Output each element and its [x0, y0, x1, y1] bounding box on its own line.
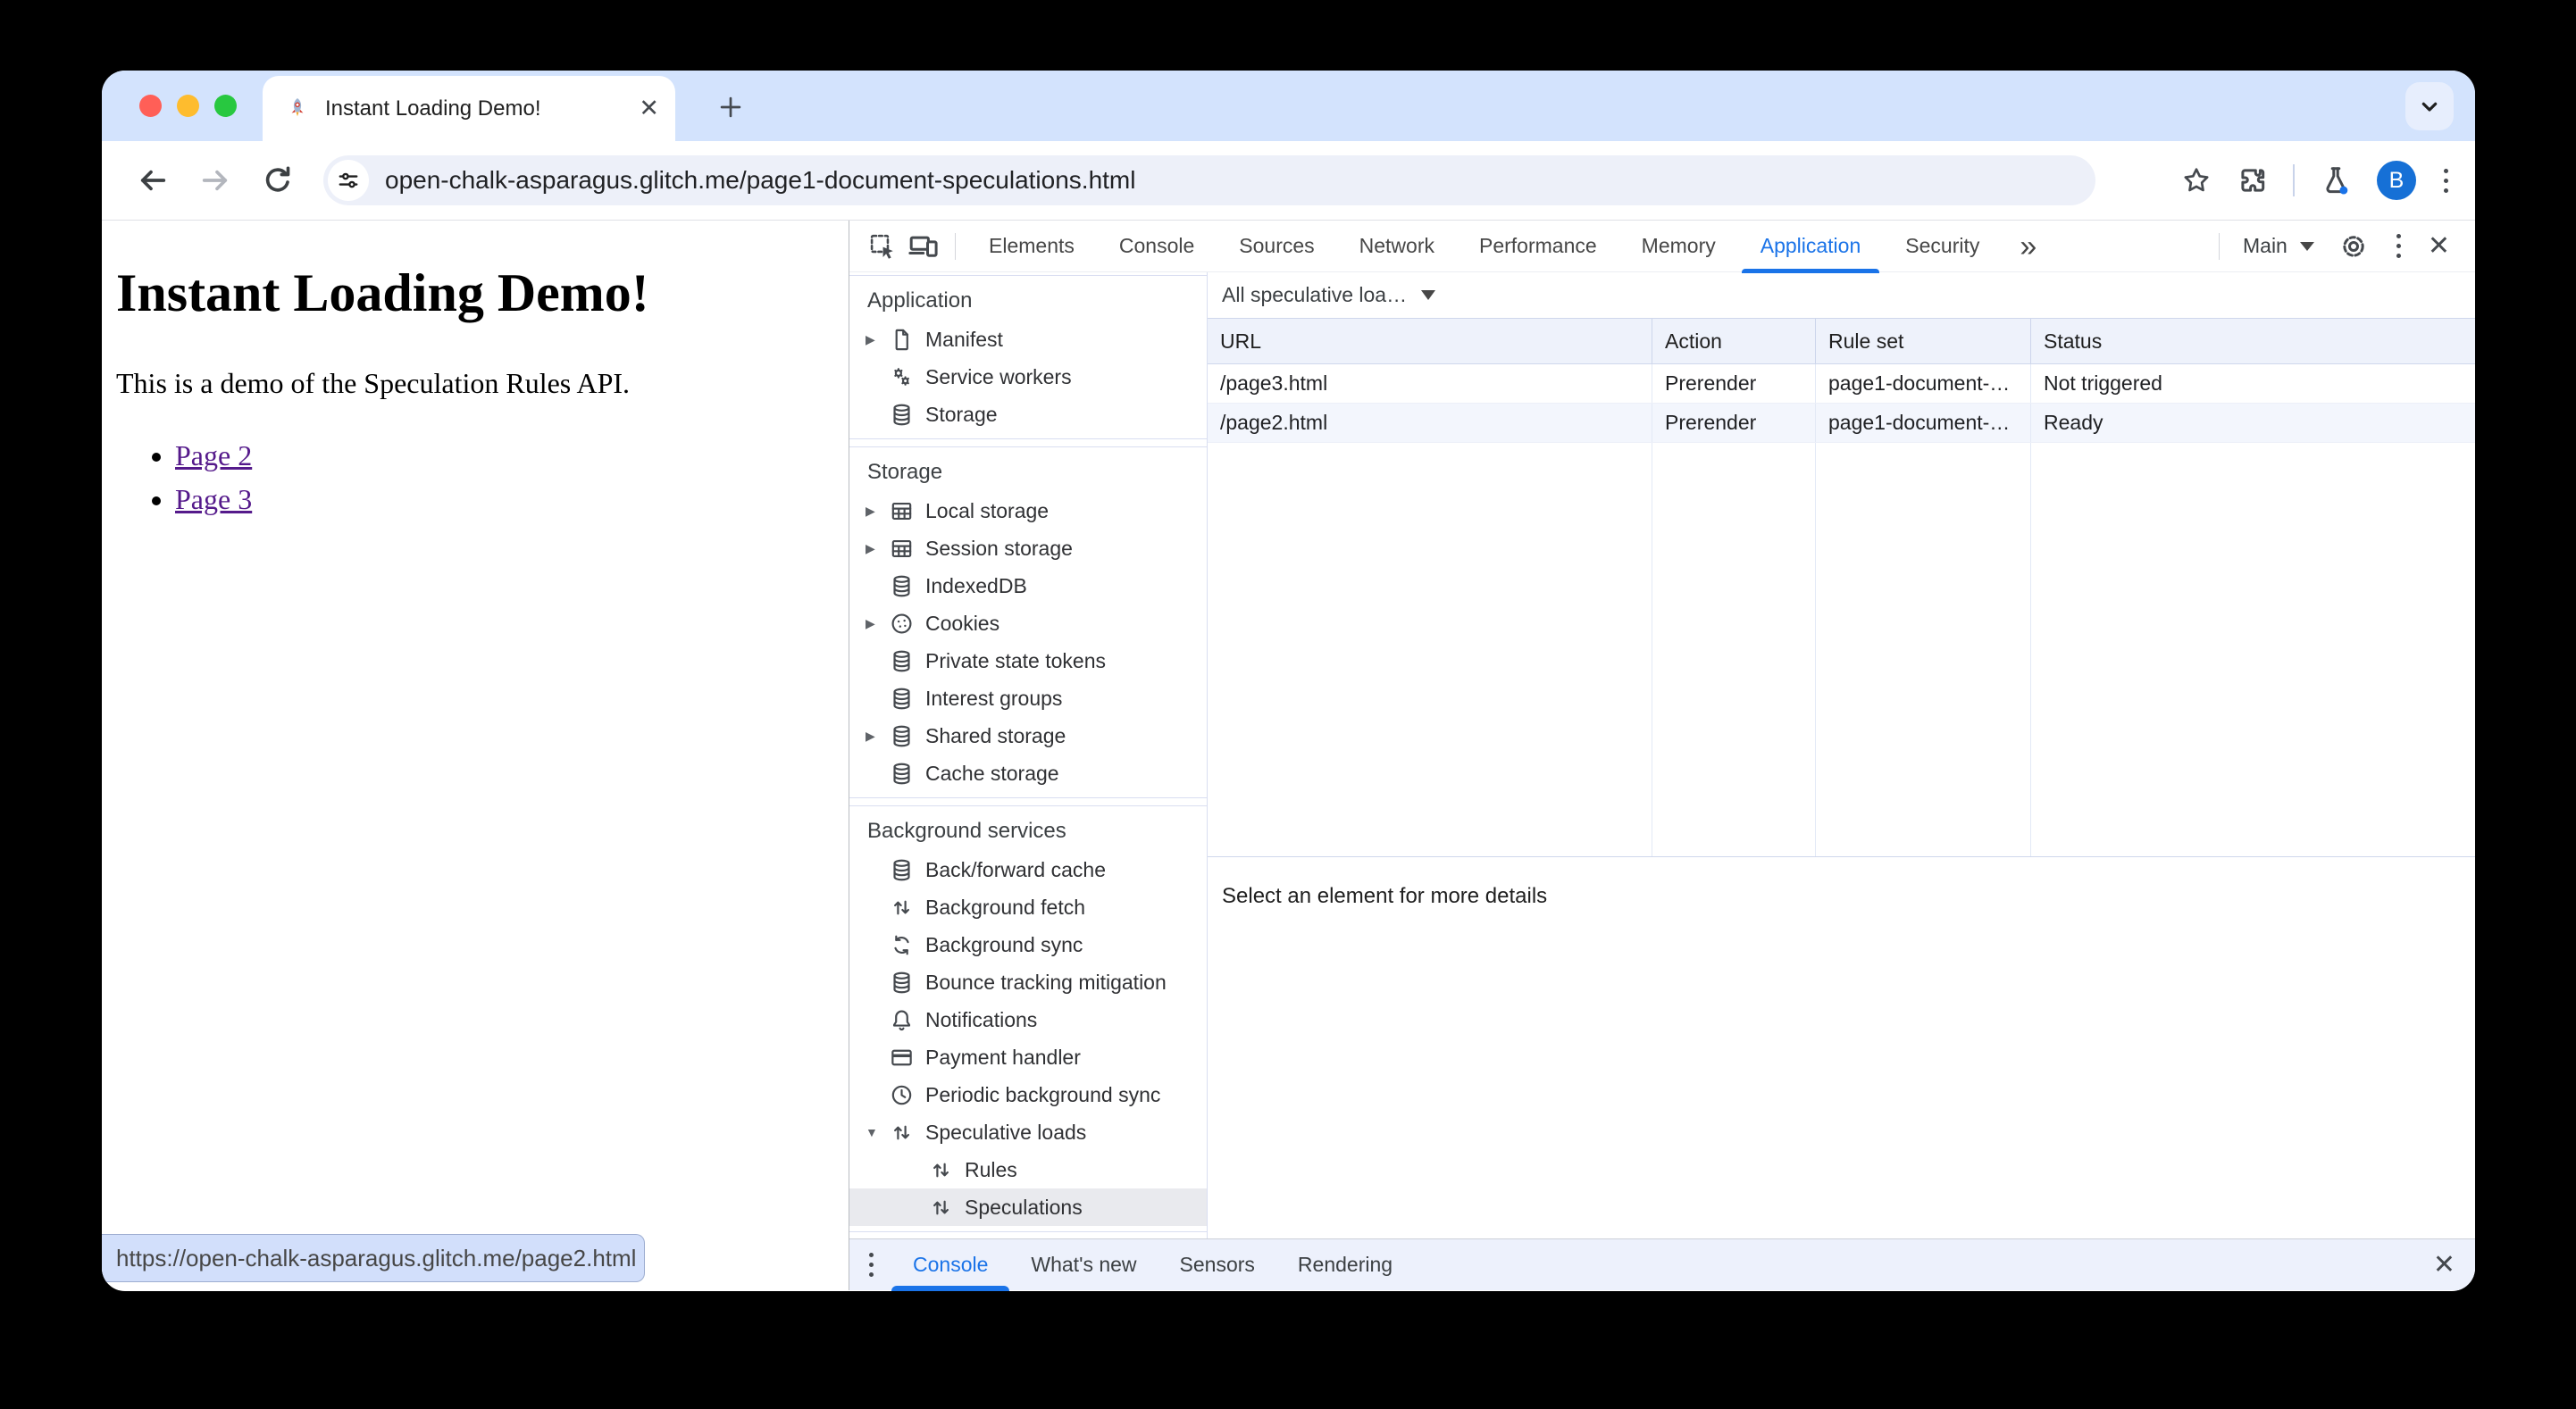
- database-icon: [889, 686, 915, 712]
- cell-action: Prerender: [1652, 404, 1816, 442]
- updown-icon: [889, 1120, 915, 1146]
- reload-button[interactable]: [255, 158, 300, 203]
- drawer-tab-sensors[interactable]: Sensors: [1179, 1253, 1255, 1276]
- tree-collapsed-arrow-icon[interactable]: ▶: [866, 503, 875, 518]
- devtools-tab-application[interactable]: Application: [1738, 221, 1884, 272]
- sidebar-section-application: [849, 275, 1207, 439]
- devtools-tab-security[interactable]: Security: [1905, 234, 1980, 257]
- sidebar-item-label: Notifications: [925, 1007, 1038, 1031]
- cell-action: Prerender: [1652, 364, 1816, 403]
- sidebar-item-label: Periodic background sync: [925, 1082, 1161, 1106]
- tree-collapsed-arrow-icon[interactable]: ▶: [866, 615, 875, 630]
- page-title: Instant Loading Demo!: [116, 263, 649, 322]
- chevron-down-icon: [1421, 290, 1435, 300]
- sidebar-item-background-fetch[interactable]: [849, 888, 1207, 926]
- devtools-drawer: [849, 1238, 2475, 1290]
- sidebar-item-cache-storage[interactable]: [849, 755, 1207, 792]
- sidebar-item-session-storage[interactable]: [849, 529, 1207, 567]
- devtools-tabs: [966, 221, 2002, 272]
- speculations-table-header: [1208, 318, 2475, 364]
- speculations-toolbar: [1208, 272, 2475, 318]
- sidebar-item-back-forward-cache[interactable]: [849, 851, 1207, 888]
- toolbar-right-cluster: [2180, 161, 2452, 200]
- url-text: open-chalk-asparagus.glitch.me/page1-document-speculations.html: [385, 166, 1136, 194]
- cell-status: Ready: [2044, 411, 2103, 434]
- devtools-settings-gear-icon[interactable]: [2338, 230, 2370, 263]
- table-row-page3-html[interactable]: [1208, 364, 2475, 404]
- application-sidebar: [849, 272, 1207, 1238]
- drawer-tabs: [891, 1239, 1414, 1291]
- minimize-window-button[interactable]: [177, 95, 199, 117]
- drawer-tab-what-s-new[interactable]: What's new: [1031, 1253, 1137, 1276]
- updown-icon: [889, 895, 915, 921]
- drawer-tab-rendering[interactable]: Rendering: [1297, 1253, 1393, 1276]
- devtools-tab-network[interactable]: Network: [1359, 234, 1434, 257]
- bookmark-star-icon[interactable]: [2180, 164, 2212, 196]
- drawer-menu-kebab-icon[interactable]: [866, 1249, 877, 1280]
- list-item: [175, 439, 849, 472]
- document-icon: [889, 327, 915, 353]
- cell-status: Not triggered: [2044, 371, 2162, 395]
- rocket-icon: [284, 96, 311, 122]
- sync-icon: [889, 932, 915, 958]
- drawer-close-icon[interactable]: ✕: [2432, 1249, 2455, 1280]
- speculations-table-rows: [1208, 364, 2475, 443]
- cell-url: /page2.html: [1208, 404, 1652, 442]
- updown-icon: [928, 1195, 954, 1221]
- sidebar-item-label: Shared storage: [925, 723, 1066, 747]
- tab-strip: [102, 71, 2475, 141]
- sidebar-item-label: Interest groups: [925, 686, 1063, 710]
- site-settings-tune-icon[interactable]: [328, 160, 369, 201]
- cell-rule-set: page1-document-…: [1816, 364, 2031, 403]
- sidebar-item-speculative-loads[interactable]: [849, 1113, 1207, 1151]
- profile-avatar[interactable]: B: [2377, 161, 2416, 200]
- browser-tab[interactable]: [263, 76, 675, 141]
- page-link-page-2[interactable]: Page 2: [175, 439, 253, 471]
- forward-button[interactable]: [193, 158, 238, 203]
- web-page: [102, 221, 849, 1290]
- toolbar-divider: [2293, 164, 2295, 196]
- devtools-tab-console[interactable]: Console: [1118, 234, 1195, 257]
- sidebar-item-cookies[interactable]: [849, 604, 1207, 642]
- cell-rule-set: page1-document-…: [1816, 404, 2031, 442]
- cookie-icon: [889, 611, 915, 637]
- database-icon: [889, 648, 915, 674]
- speculations-table-empty-area: [1208, 443, 2475, 857]
- sidebar-item-label: Private state tokens: [925, 648, 1106, 672]
- sidebar-item-label: Background sync: [925, 932, 1083, 956]
- devtools-panel: [849, 221, 2475, 1290]
- content-area: [102, 221, 2475, 1290]
- toolbar-divider: [955, 233, 956, 260]
- sidebar-item-storage[interactable]: [849, 396, 1207, 433]
- list-item: [175, 483, 849, 516]
- sidebar-item-label: Background fetch: [925, 895, 1086, 919]
- drawer-tab-console[interactable]: Console: [891, 1239, 1009, 1291]
- sidebar-item-rules[interactable]: [849, 1151, 1207, 1188]
- page-link-list: [102, 439, 849, 516]
- devtools-toolbar-right: [2219, 230, 2475, 263]
- sidebar-item-label: Session storage: [925, 536, 1073, 560]
- address-bar-row: [102, 141, 2475, 221]
- sidebar-item-label: Back/forward cache: [925, 857, 1106, 881]
- devtools-body: [849, 272, 2475, 1238]
- empty-column-action: [1652, 443, 1816, 856]
- sidebar-item-label: Payment handler: [925, 1045, 1081, 1069]
- sidebar-section-storage: [849, 446, 1207, 798]
- empty-column-url: [1208, 443, 1652, 856]
- card-icon: [889, 1045, 915, 1071]
- sidebar-item-indexeddb[interactable]: [849, 567, 1207, 604]
- sidebar-item-notifications[interactable]: [849, 1001, 1207, 1038]
- extensions-icon[interactable]: [2237, 164, 2269, 196]
- toolbar-divider: [2219, 233, 2220, 260]
- page-link-page-3[interactable]: Page 3: [175, 483, 253, 515]
- window-controls: [139, 95, 237, 117]
- sidebar-item-label: Service workers: [925, 364, 1072, 388]
- status-bubble: https://open-chalk-asparagus.glitch.me/page2.html: [102, 1234, 645, 1282]
- sidebar-item-label: Speculations: [965, 1195, 1083, 1219]
- devtools-tab-elements[interactable]: Elements: [989, 234, 1075, 257]
- sidebar-item-bounce-tracking-mitigation[interactable]: [849, 963, 1207, 1001]
- sidebar-item-label: Bounce tracking mitigation: [925, 970, 1167, 994]
- table-icon: [889, 498, 915, 524]
- sidebar-section-title: Application: [867, 288, 973, 313]
- sidebar-item-label: Speculative loads: [925, 1120, 1087, 1144]
- sidebar-item-periodic-background-sync[interactable]: [849, 1076, 1207, 1113]
- table-icon: [889, 536, 915, 562]
- sidebar-item-background-sync[interactable]: [849, 926, 1207, 963]
- database-icon: [889, 857, 915, 883]
- database-icon: [889, 402, 915, 428]
- tree-collapsed-arrow-icon[interactable]: ▶: [866, 728, 875, 743]
- back-button[interactable]: [130, 158, 175, 203]
- browser-menu-kebab-icon[interactable]: [2440, 165, 2452, 196]
- browser-window: [102, 71, 2475, 1291]
- empty-column-rule-set: [1816, 443, 2031, 856]
- tab-close-icon[interactable]: ✕: [639, 95, 659, 121]
- address-bar[interactable]: [323, 155, 2095, 205]
- sidebar-item-label: Rules: [965, 1157, 1017, 1181]
- chevron-down-icon: [2300, 242, 2314, 251]
- sidebar-item-service-workers[interactable]: [849, 358, 1207, 396]
- service-workers-icon: [889, 364, 915, 390]
- inspect-element-icon[interactable]: [862, 226, 903, 267]
- devtools-menu-kebab-icon[interactable]: [2393, 230, 2405, 262]
- devtools-close-icon[interactable]: ✕: [2427, 230, 2450, 261]
- tree-collapsed-arrow-icon[interactable]: ▶: [866, 540, 875, 555]
- new-tab-button[interactable]: [707, 84, 754, 130]
- database-icon: [889, 723, 915, 749]
- speculative-loads-filter-dropdown[interactable]: [1222, 283, 1435, 307]
- experiments-flask-icon[interactable]: [2319, 163, 2353, 197]
- devtools-tabbar: [849, 221, 2475, 272]
- column-header-action[interactable]: Action: [1652, 319, 1816, 363]
- tab-title: Instant Loading Demo!: [325, 96, 541, 121]
- sidebar-item-label: Cache storage: [925, 761, 1059, 785]
- sidebar-item-payment-handler[interactable]: [849, 1038, 1207, 1076]
- sidebar-item-private-state-tokens[interactable]: [849, 642, 1207, 679]
- sidebar-section-title: Background services: [867, 819, 1066, 843]
- column-header-status[interactable]: Status: [2044, 329, 2103, 353]
- tree-expanded-arrow-icon[interactable]: ▼: [866, 1125, 878, 1139]
- main-context-dropdown[interactable]: [2243, 234, 2314, 258]
- speculations-view: [1207, 272, 2475, 1238]
- devtools-tab-performance[interactable]: Performance: [1479, 234, 1597, 257]
- tree-collapsed-arrow-icon[interactable]: ▶: [866, 331, 875, 346]
- close-window-button[interactable]: [139, 95, 162, 117]
- empty-column-status: [2031, 443, 2475, 856]
- filter-label: All speculative loa…: [1222, 283, 1408, 306]
- devtools-tab-sources[interactable]: Sources: [1239, 234, 1315, 257]
- zoom-window-button[interactable]: [214, 95, 237, 117]
- database-icon: [889, 761, 915, 787]
- column-header-rule-set[interactable]: Rule set: [1816, 319, 2031, 363]
- details-hint: Select an element for more details: [1208, 857, 2475, 1238]
- updown-icon: [928, 1157, 954, 1183]
- sidebar-item-label: IndexedDB: [925, 573, 1027, 597]
- database-icon: [889, 970, 915, 996]
- bell-icon: [889, 1007, 915, 1033]
- database-icon: [889, 573, 915, 599]
- sidebar-item-speculations[interactable]: [849, 1188, 1207, 1226]
- sidebar-section-background-services: [849, 805, 1207, 1232]
- sidebar-item-label: Manifest: [925, 327, 1003, 351]
- sidebar-item-label: Storage: [925, 402, 998, 426]
- page-paragraph: This is a demo of the Speculation Rules API.: [116, 367, 631, 399]
- devtools-tab-memory[interactable]: Memory: [1641, 234, 1716, 257]
- sidebar-item-manifest[interactable]: [849, 321, 1207, 358]
- column-header-url[interactable]: URL: [1208, 319, 1652, 363]
- tab-strip-chevron-button[interactable]: [2405, 82, 2454, 130]
- table-row-page2-html[interactable]: [1208, 404, 2475, 443]
- cell-url: /page3.html: [1208, 364, 1652, 403]
- clock-icon: [889, 1082, 915, 1108]
- sidebar-item-interest-groups[interactable]: [849, 679, 1207, 717]
- more-tabs-chevron[interactable]: »: [2020, 229, 2037, 263]
- main-context-label: Main: [2243, 234, 2287, 257]
- sidebar-item-local-storage[interactable]: [849, 492, 1207, 529]
- device-toolbar-icon[interactable]: [903, 226, 944, 267]
- sidebar-item-label: Local storage: [925, 498, 1050, 522]
- sidebar-item-label: Cookies: [925, 611, 1000, 635]
- sidebar-item-shared-storage[interactable]: [849, 717, 1207, 755]
- sidebar-section-title: Storage: [867, 460, 943, 484]
